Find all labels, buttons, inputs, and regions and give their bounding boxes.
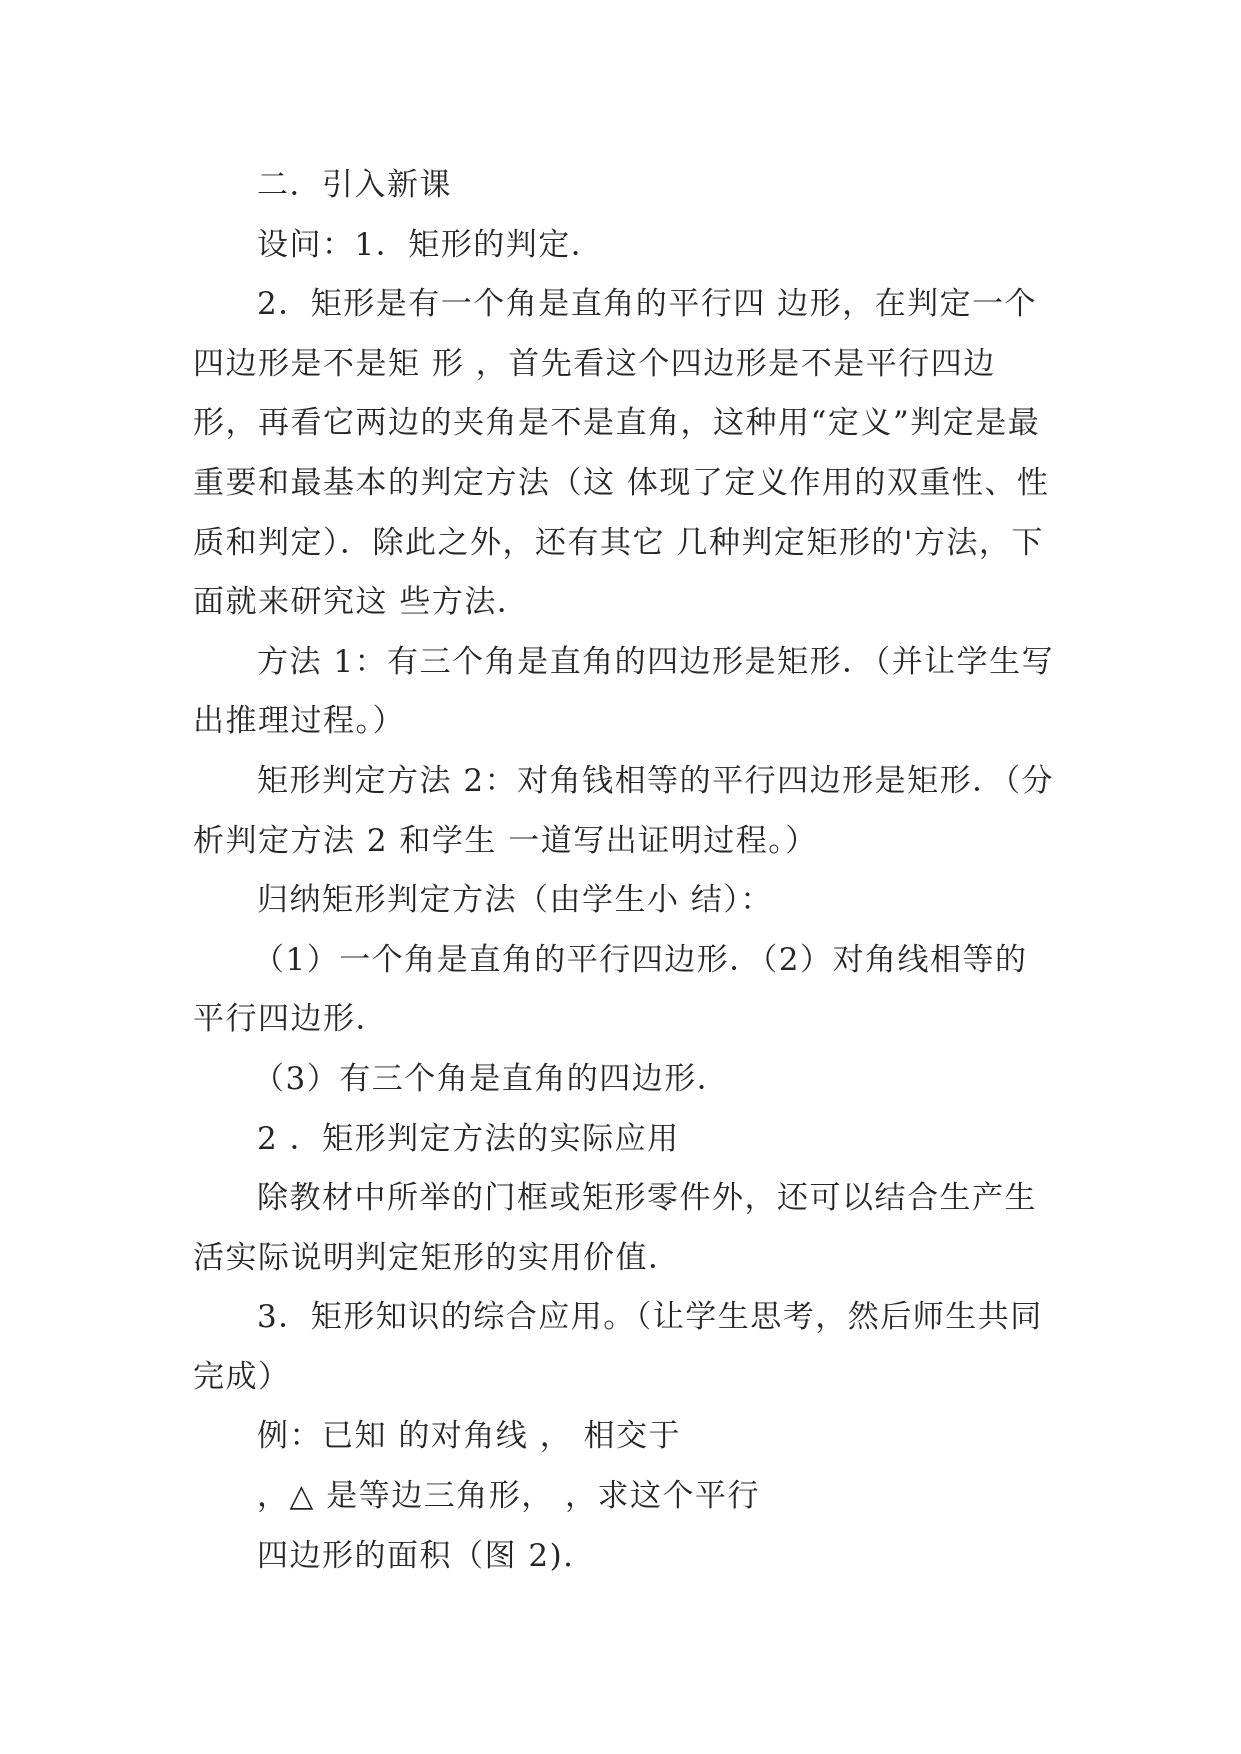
paragraph: 例：已知 的对角线 ， 相交于 bbox=[257, 1418, 682, 1455]
paragraph: 方法 1：有三个角是直角的四边形是矩形．（并让学生写出推理过程。） bbox=[193, 643, 1055, 740]
paragraph: 设问：1．矩形的判定． bbox=[257, 226, 604, 263]
paragraph: 四边形的面积（图 2). bbox=[257, 1537, 575, 1574]
paragraph: 归纳矩形判定方法（由学生小 结）： bbox=[257, 882, 773, 919]
paragraph: 2．矩形是有一个角是直角的平行四 边形，在判定一个四边形是不是矩 形 ，首先看这个四边形是不是平行四边形，再看它两边的夹角是不是直角，这种用“定义”判定是最重要和最基本的判定方法（这 体现了定义作用的双重性、性质和判定）．除此之外，还有其它 几种判定矩形的'方法，下面就来研究这 些方法． bbox=[193, 286, 1050, 621]
paragraph: 矩形判定方法 2：对角钱相等的平行四边形是矩形．（分析判定方法 2 和学生 一道写出证明过程。） bbox=[193, 762, 1055, 859]
paragraph: 2 ．矩形判定方法的实际应用 bbox=[257, 1120, 680, 1157]
paragraph: 3．矩形知识的综合应用。（让学生思考，然后师生共同完成） bbox=[193, 1299, 1043, 1395]
paragraph: （3）有三个角是直角的四边形． bbox=[253, 1060, 730, 1097]
paragraph: ，△ 是等边三角形， ，求这个平行 bbox=[257, 1478, 761, 1515]
paragraph: 除教材中所举的门框或矩形零件外，还可以结合生产生活实际说明判定矩形的实用价值． bbox=[193, 1180, 1037, 1276]
document-body bbox=[193, 156, 1055, 1586]
section-heading: 二．引入新课 bbox=[257, 167, 452, 203]
paragraph: （1）一个角是直角的平行四边形．（2）对角线相等的平行四边形． bbox=[193, 941, 1028, 1038]
